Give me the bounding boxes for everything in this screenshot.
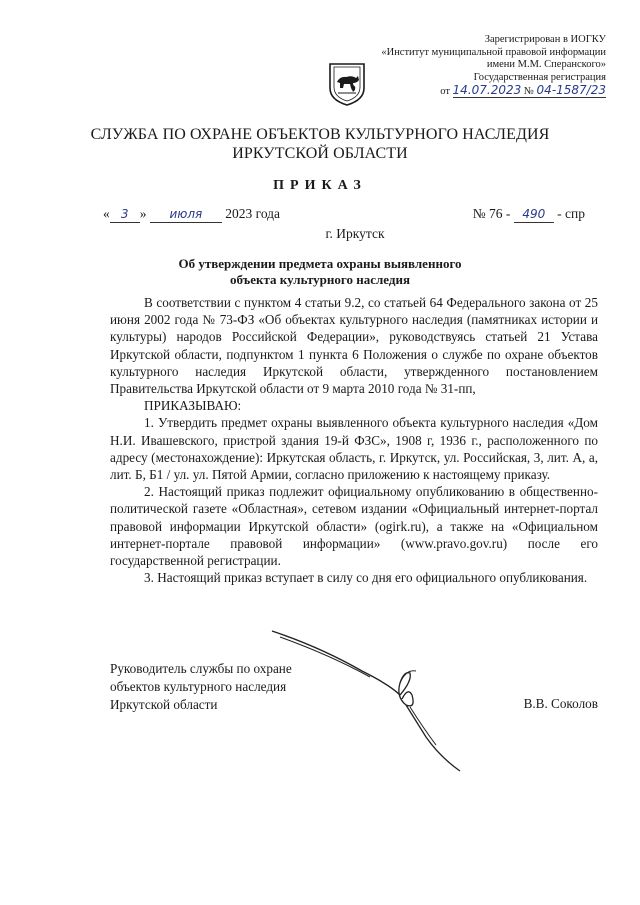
registration-stamp (356, 34, 606, 99)
registration-line-4: Государственная регистрация (473, 71, 606, 83)
agency-name-line-2: ИРКУТСКОЙ ОБЛАСТИ (232, 145, 408, 162)
registration-line-2: «Институт муниципальной правовой информации (381, 46, 606, 58)
signer-line-1: Руководитель службы по охране (110, 661, 292, 676)
subject-line-1: Об утверждении предмета охраны выявленного (178, 256, 462, 271)
order-number-hand: 490 (522, 207, 546, 221)
registration-line-1: Зарегистрирован в ИОГКУ (484, 34, 606, 45)
signer-line-2: объектов культурного наследия (110, 679, 287, 694)
item-1: 1. Утвердить предмет охраны выявленного объекта культурного наследия «Дом Н.И. Ивашевского, пристрой здания 19-й ФЗС», 1908 г, 1936 г., расположенного по адресу (местонахождение): Иркутская область, г. Иркутск, ул. Российская, 3, лит. А, а, лит. Б, Б1 / ул. ул. Пятой Армии, согласно приложению к настоящему приказу. (110, 415, 598, 483)
irkutsk-coat-of-arms-icon (328, 62, 366, 106)
agency-name (0, 125, 640, 163)
order-month: июля (169, 207, 203, 221)
order-year: 2023 года (225, 206, 281, 221)
date-open-quote: « (103, 206, 110, 221)
date-close-quote: » (139, 206, 147, 221)
order-city: г. Иркутск (325, 226, 385, 241)
order-body (110, 294, 598, 586)
registration-date: 14.07.2023 (452, 83, 522, 97)
item-2: 2. Настоящий приказ подлежит официальному опубликованию в общественно-политической газете «Областная», сетевом издании «Официальный интернет-портал правовой информации Иркутской области» (ogirk.ru), а также на «Официальном интернет-портале правовой информации» (www.pravo.gov.ru) после его государственной регистрации. (110, 484, 598, 569)
order-number (473, 206, 585, 223)
signer-line-3: Иркутской области (110, 697, 218, 712)
order-number-prefix: № 76 - (472, 206, 511, 221)
order-number-suffix: - спр (557, 206, 585, 221)
order-title: ПРИКАЗ (273, 178, 367, 193)
signer-name: В.В. Соколов (523, 696, 598, 711)
signer-title (110, 660, 292, 714)
prikazyvayu: ПРИКАЗЫВАЮ: (144, 398, 242, 414)
preamble: В соответствии с пунктом 4 статьи 9.2, со статьей 64 Федерального закона от 25 июня 2002 года № 73-ФЗ «Об объектах культурного наследия (памятниках истории и культуры) народов Российской Федерации», руководствуясь статьей 21 Устава Иркутской области, подпунктом 1 пункта 6 Положения о службе по охране объектов культурного наследия Иркутской области, утвержденного постановлением Правительства Иркутской области от 9 марта 2010 года № 31-пп, (110, 295, 598, 397)
subject-line-2: объекта культурного наследия (230, 272, 410, 287)
agency-name-line-1: СЛУЖБА ПО ОХРАНЕ ОБЪЕКТОВ КУЛЬТУРНОГО НАСЛЕДИЯ (90, 126, 550, 143)
order-date (103, 206, 280, 223)
registration-prefix: от (440, 86, 450, 97)
registration-date-line (356, 84, 606, 99)
order-day: 3 (120, 207, 129, 221)
item-3: 3. Настоящий приказ вступает в силу со дня его официального опубликования. (144, 570, 588, 586)
order-subject (0, 256, 640, 288)
registration-line-3: имени М.М. Сперанского» (486, 59, 606, 70)
registration-number-prefix: № (523, 86, 534, 97)
registration-number: 04-1587/23 (536, 83, 606, 97)
